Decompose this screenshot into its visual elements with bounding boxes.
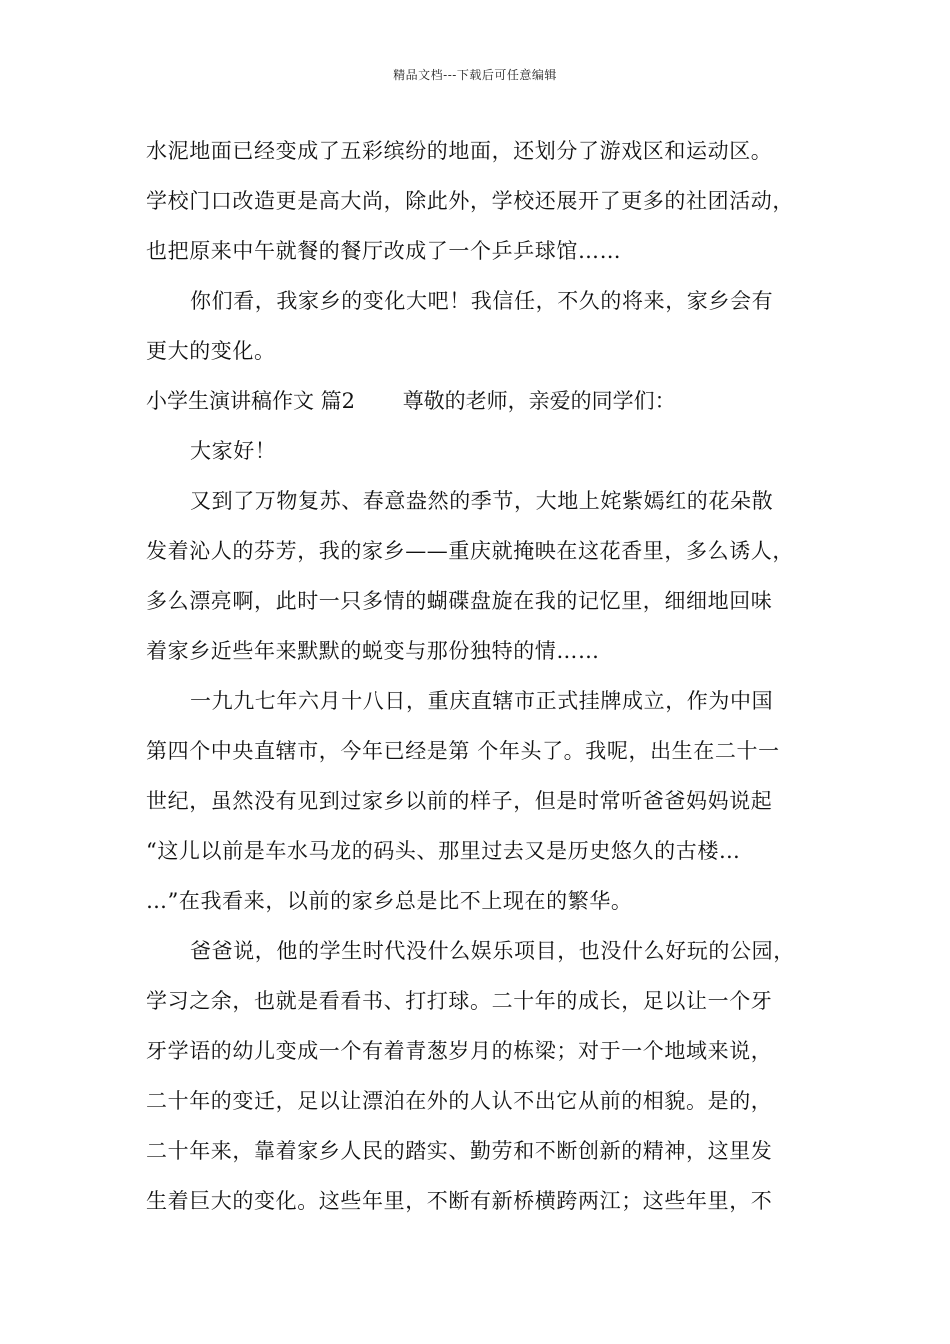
text-line: 世纪，虽然没有见到过家乡以前的样子，但是时常听爸爸妈妈说起 — [146, 789, 773, 813]
text-line: …”在我看来，以前的家乡总是比不上现在的繁华。 — [146, 889, 633, 913]
text-line: 生着巨大的变化。这些年里，不断有新桥横跨两江；这些年里，不 — [146, 1189, 773, 1213]
text-line: 二十年的变迁，足以让漂泊在外的人认不出它从前的相貌。是的， — [146, 1089, 773, 1113]
text-line: 爸爸说，他的学生时代没什么娱乐项目，也没什么好玩的公园， — [190, 939, 795, 963]
text-line: 着家乡近些年来默默的蜕变与那份独特的情…… — [146, 639, 600, 663]
text-line: 一九九七年六月十八日，重庆直辖市正式挂牌成立，作为中国 — [190, 689, 774, 713]
page-header: 精品文档---下载后可任意编辑 — [393, 68, 557, 82]
text-line: 第四个中央直辖市，今年已经是第 个年头了。我呢，出生在二十一 — [146, 739, 780, 763]
section-greeting: 尊敬的老师，亲爱的同学们： — [402, 389, 676, 413]
text-line: 发着沁人的芬芳，我的家乡——重庆就掩映在这花香里，多么诱人， — [146, 539, 794, 563]
text-line: 水泥地面已经变成了五彩缤纷的地面，还划分了游戏区和运动区。 — [146, 139, 773, 163]
text-line: 二十年来，靠着家乡人民的踏实、勤劳和不断创新的精神，这里发 — [146, 1139, 773, 1163]
text-line: 大家好！ — [190, 439, 277, 463]
text-line: 又到了万物复苏、春意盎然的季节，大地上姹紫嫣红的花朵散 — [190, 489, 774, 513]
section-heading — [146, 386, 826, 416]
text-line: 也把原来中午就餐的餐厅改成了一个乒乒球馆…… — [146, 239, 622, 263]
text-line: 学校门口改造更是高大尚，除此外，学校还展开了更多的社团活动， — [146, 189, 794, 213]
text-line: 学习之余，也就是看看书、打打球。二十年的成长，足以让一个牙 — [146, 989, 773, 1013]
text-line: “这儿以前是车水马龙的码头、那里过去又是历史悠久的古楼… — [146, 839, 741, 863]
section-title: 小学生演讲稿作文 篇2 — [146, 389, 356, 413]
text-line: 多么漂亮啊，此时一只多情的蝴碟盘旋在我的记忆里，细细地回味 — [146, 589, 773, 613]
text-line: 你们看，我家乡的变化大吧！我信任，不久的将来，家乡会有 — [190, 289, 774, 313]
text-line: 牙学语的幼儿变成一个有着青葱岁月的栋梁；对于一个地域来说， — [146, 1039, 773, 1063]
text-line: 更大的变化。 — [146, 339, 276, 363]
